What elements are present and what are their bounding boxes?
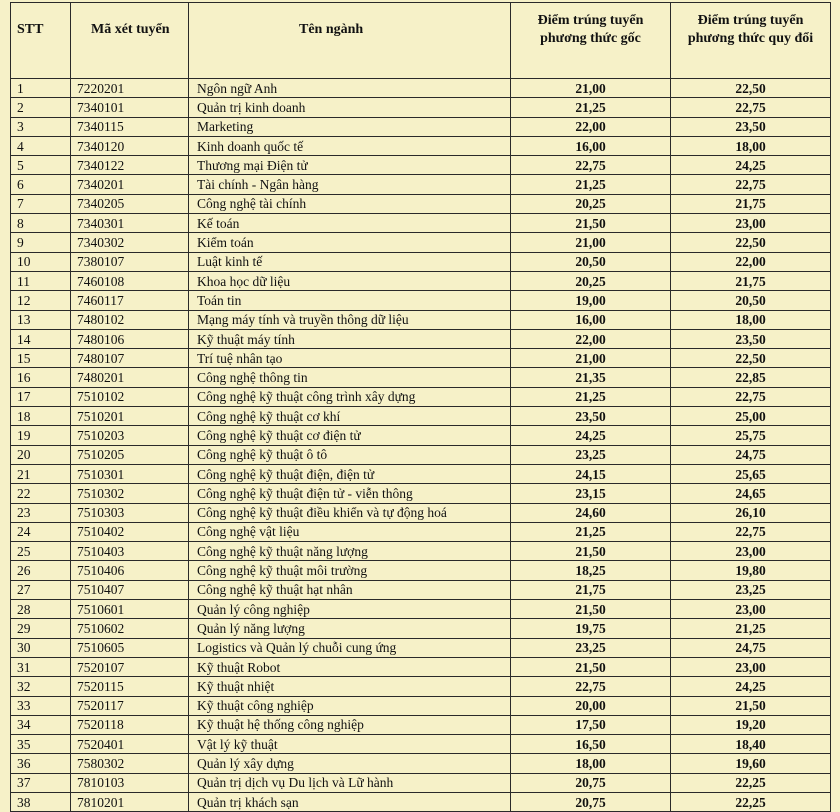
row-stt: 25 — [11, 542, 71, 561]
row-stt: 38 — [11, 792, 71, 811]
table-row — [11, 792, 831, 811]
row-stt: 10 — [11, 252, 71, 271]
row-score-converted: 23,50 — [671, 329, 831, 348]
table-row — [11, 387, 831, 406]
table-row — [11, 368, 831, 387]
row-score-converted: 22,50 — [671, 349, 831, 368]
row-major-name: Mạng máy tính và truyền thông dữ liệu — [189, 310, 511, 329]
table-row — [11, 98, 831, 117]
row-score-converted: 22,25 — [671, 773, 831, 792]
table-header — [11, 3, 831, 79]
row-score-original: 22,00 — [511, 117, 671, 136]
table-row — [11, 214, 831, 233]
row-score-original: 23,25 — [511, 638, 671, 657]
row-code: 7510407 — [71, 580, 189, 599]
row-major-name: Kỹ thuật công nghiệp — [189, 696, 511, 715]
row-major-name: Công nghệ kỹ thuật năng lượng — [189, 542, 511, 561]
row-code: 7460108 — [71, 271, 189, 290]
row-major-name: Công nghệ kỹ thuật cơ khí — [189, 407, 511, 426]
table-row — [11, 638, 831, 657]
row-score-original: 16,50 — [511, 735, 671, 754]
row-score-original: 21,50 — [511, 600, 671, 619]
row-score-converted: 23,00 — [671, 214, 831, 233]
table-row — [11, 464, 831, 483]
row-code: 7510403 — [71, 542, 189, 561]
row-stt: 21 — [11, 464, 71, 483]
row-score-converted: 26,10 — [671, 503, 831, 522]
row-score-converted: 22,00 — [671, 252, 831, 271]
table-row — [11, 349, 831, 368]
row-score-converted: 24,75 — [671, 445, 831, 464]
row-major-name: Kiểm toán — [189, 233, 511, 252]
row-score-original: 23,15 — [511, 484, 671, 503]
row-major-name: Công nghệ thông tin — [189, 368, 511, 387]
row-major-name: Kinh doanh quốc tế — [189, 136, 511, 155]
row-major-name: Kỹ thuật nhiệt — [189, 677, 511, 696]
table-row — [11, 754, 831, 773]
table-body — [11, 79, 831, 812]
row-major-name: Công nghệ kỹ thuật điện, điện tử — [189, 464, 511, 483]
row-stt: 11 — [11, 271, 71, 290]
row-code: 7510301 — [71, 464, 189, 483]
row-stt: 4 — [11, 136, 71, 155]
row-score-original: 21,25 — [511, 387, 671, 406]
row-score-converted: 23,00 — [671, 542, 831, 561]
table-row — [11, 252, 831, 271]
row-code: 7510205 — [71, 445, 189, 464]
row-stt: 18 — [11, 407, 71, 426]
table-row — [11, 194, 831, 213]
table-row — [11, 677, 831, 696]
row-major-name: Kỹ thuật máy tính — [189, 329, 511, 348]
row-score-original: 21,25 — [511, 175, 671, 194]
row-score-original: 21,50 — [511, 214, 671, 233]
row-score-converted: 21,25 — [671, 619, 831, 638]
row-major-name: Công nghệ kỹ thuật cơ điện tử — [189, 426, 511, 445]
row-score-converted: 23,00 — [671, 657, 831, 676]
row-score-original: 20,25 — [511, 271, 671, 290]
row-stt: 19 — [11, 426, 71, 445]
row-code: 7460117 — [71, 291, 189, 310]
row-score-converted: 23,00 — [671, 600, 831, 619]
table-row — [11, 233, 831, 252]
row-code: 7220201 — [71, 79, 189, 98]
row-score-original: 24,15 — [511, 464, 671, 483]
row-score-converted: 24,25 — [671, 677, 831, 696]
row-code: 7480106 — [71, 329, 189, 348]
row-stt: 16 — [11, 368, 71, 387]
row-code: 7520117 — [71, 696, 189, 715]
row-code: 7520115 — [71, 677, 189, 696]
row-major-name: Logistics và Quản lý chuỗi cung ứng — [189, 638, 511, 657]
row-code: 7510402 — [71, 522, 189, 541]
row-score-original: 23,25 — [511, 445, 671, 464]
row-score-converted: 21,75 — [671, 271, 831, 290]
row-major-name: Công nghệ kỹ thuật môi trường — [189, 561, 511, 580]
row-score-original: 21,75 — [511, 580, 671, 599]
row-stt: 13 — [11, 310, 71, 329]
header-stt: STT — [11, 3, 71, 79]
table-row — [11, 503, 831, 522]
row-score-original: 21,00 — [511, 233, 671, 252]
row-stt: 24 — [11, 522, 71, 541]
row-score-converted: 24,25 — [671, 156, 831, 175]
row-major-name: Quản trị dịch vụ Du lịch và Lữ hành — [189, 773, 511, 792]
row-stt: 1 — [11, 79, 71, 98]
row-score-original: 16,00 — [511, 136, 671, 155]
table-row — [11, 271, 831, 290]
row-code: 7520118 — [71, 715, 189, 734]
row-score-original: 22,75 — [511, 156, 671, 175]
row-score-converted: 24,65 — [671, 484, 831, 503]
row-code: 7340302 — [71, 233, 189, 252]
row-code: 7340301 — [71, 214, 189, 233]
row-code: 7340101 — [71, 98, 189, 117]
row-score-converted: 25,75 — [671, 426, 831, 445]
header-score-converted-line2: phương thức quy đổi — [687, 31, 814, 46]
table-row — [11, 773, 831, 792]
row-stt: 5 — [11, 156, 71, 175]
header-code: Mã xét tuyển — [71, 3, 189, 79]
row-code: 7340201 — [71, 175, 189, 194]
table-row — [11, 561, 831, 580]
table-row — [11, 735, 831, 754]
row-score-original: 21,25 — [511, 98, 671, 117]
row-stt: 33 — [11, 696, 71, 715]
header-score-converted-line1: Điểm trúng tuyển — [697, 13, 804, 28]
table-row — [11, 291, 831, 310]
row-major-name: Quản lý công nghiệp — [189, 600, 511, 619]
header-score-original — [511, 3, 671, 79]
table-row — [11, 696, 831, 715]
row-score-converted: 22,75 — [671, 175, 831, 194]
row-stt: 29 — [11, 619, 71, 638]
row-major-name: Tài chính - Ngân hàng — [189, 175, 511, 194]
row-score-converted: 22,50 — [671, 79, 831, 98]
row-stt: 34 — [11, 715, 71, 734]
row-stt: 3 — [11, 117, 71, 136]
admission-scores-table — [10, 2, 831, 812]
row-stt: 2 — [11, 98, 71, 117]
row-score-converted: 21,50 — [671, 696, 831, 715]
row-code: 7520107 — [71, 657, 189, 676]
row-score-original: 18,25 — [511, 561, 671, 580]
row-stt: 7 — [11, 194, 71, 213]
row-major-name: Quản trị khách sạn — [189, 792, 511, 811]
row-score-converted: 23,50 — [671, 117, 831, 136]
table-row — [11, 156, 831, 175]
table-row — [11, 310, 831, 329]
row-score-original: 21,00 — [511, 349, 671, 368]
row-stt: 28 — [11, 600, 71, 619]
row-score-converted: 22,75 — [671, 522, 831, 541]
row-score-converted: 22,25 — [671, 792, 831, 811]
row-code: 7510406 — [71, 561, 189, 580]
table-row — [11, 329, 831, 348]
row-score-converted: 21,75 — [671, 194, 831, 213]
row-score-original: 23,50 — [511, 407, 671, 426]
row-major-name: Marketing — [189, 117, 511, 136]
table-row — [11, 136, 831, 155]
row-code: 7480102 — [71, 310, 189, 329]
row-stt: 31 — [11, 657, 71, 676]
row-major-name: Trí tuệ nhân tạo — [189, 349, 511, 368]
row-stt: 26 — [11, 561, 71, 580]
header-name: Tên ngành — [189, 3, 511, 79]
row-major-name: Công nghệ kỹ thuật hạt nhân — [189, 580, 511, 599]
row-major-name: Quản lý xây dựng — [189, 754, 511, 773]
row-score-converted: 18,40 — [671, 735, 831, 754]
row-score-converted: 23,25 — [671, 580, 831, 599]
row-score-original: 20,75 — [511, 773, 671, 792]
row-score-original: 18,00 — [511, 754, 671, 773]
table-row — [11, 619, 831, 638]
row-major-name: Vật lý kỹ thuật — [189, 735, 511, 754]
row-score-converted: 19,20 — [671, 715, 831, 734]
row-score-converted: 24,75 — [671, 638, 831, 657]
row-stt: 22 — [11, 484, 71, 503]
row-code: 7520401 — [71, 735, 189, 754]
row-code: 7580302 — [71, 754, 189, 773]
row-code: 7510601 — [71, 600, 189, 619]
row-stt: 37 — [11, 773, 71, 792]
row-score-converted: 19,60 — [671, 754, 831, 773]
row-code: 7340120 — [71, 136, 189, 155]
row-major-name: Công nghệ tài chính — [189, 194, 511, 213]
row-score-converted: 22,85 — [671, 368, 831, 387]
row-score-converted: 22,50 — [671, 233, 831, 252]
row-stt: 32 — [11, 677, 71, 696]
table-row — [11, 175, 831, 194]
row-code: 7480107 — [71, 349, 189, 368]
row-stt: 36 — [11, 754, 71, 773]
row-stt: 12 — [11, 291, 71, 310]
row-code: 7340122 — [71, 156, 189, 175]
row-score-original: 19,75 — [511, 619, 671, 638]
row-code: 7380107 — [71, 252, 189, 271]
row-code: 7810103 — [71, 773, 189, 792]
table-row — [11, 580, 831, 599]
row-score-original: 21,25 — [511, 522, 671, 541]
row-score-converted: 25,00 — [671, 407, 831, 426]
row-score-original: 20,25 — [511, 194, 671, 213]
row-stt: 30 — [11, 638, 71, 657]
row-stt: 20 — [11, 445, 71, 464]
row-stt: 35 — [11, 735, 71, 754]
row-score-original: 21,50 — [511, 542, 671, 561]
row-code: 7510303 — [71, 503, 189, 522]
table-row — [11, 79, 831, 98]
row-stt: 6 — [11, 175, 71, 194]
row-code: 7510605 — [71, 638, 189, 657]
row-score-original: 21,35 — [511, 368, 671, 387]
table-row — [11, 522, 831, 541]
row-code: 7340205 — [71, 194, 189, 213]
row-major-name: Toán tin — [189, 291, 511, 310]
row-code: 7510302 — [71, 484, 189, 503]
table-row — [11, 117, 831, 136]
table-row — [11, 484, 831, 503]
table-row — [11, 715, 831, 734]
row-score-original: 22,75 — [511, 677, 671, 696]
row-major-name: Công nghệ kỹ thuật ô tô — [189, 445, 511, 464]
row-stt: 17 — [11, 387, 71, 406]
row-score-converted: 20,50 — [671, 291, 831, 310]
row-score-original: 24,25 — [511, 426, 671, 445]
row-code: 7510102 — [71, 387, 189, 406]
admission-scores-document — [10, 2, 830, 812]
row-score-converted: 22,75 — [671, 387, 831, 406]
row-major-name: Công nghệ kỹ thuật công trình xây dựng — [189, 387, 511, 406]
row-score-original: 19,00 — [511, 291, 671, 310]
table-row — [11, 600, 831, 619]
row-score-converted: 25,65 — [671, 464, 831, 483]
row-major-name: Kỹ thuật hệ thống công nghiệp — [189, 715, 511, 734]
row-stt: 8 — [11, 214, 71, 233]
row-stt: 15 — [11, 349, 71, 368]
row-major-name: Công nghệ kỹ thuật điều khiển và tự động hoá — [189, 503, 511, 522]
row-major-name: Kế toán — [189, 214, 511, 233]
row-score-original: 20,00 — [511, 696, 671, 715]
row-score-original: 22,00 — [511, 329, 671, 348]
table-row — [11, 445, 831, 464]
row-score-original: 24,60 — [511, 503, 671, 522]
row-score-original: 17,50 — [511, 715, 671, 734]
row-major-name: Quản trị kinh doanh — [189, 98, 511, 117]
row-stt: 14 — [11, 329, 71, 348]
row-score-original: 20,75 — [511, 792, 671, 811]
row-major-name: Kỹ thuật Robot — [189, 657, 511, 676]
header-score-original-line1: Điểm trúng tuyển — [537, 13, 644, 28]
row-code: 7340115 — [71, 117, 189, 136]
header-score-original-line2: phương thức gốc — [540, 31, 641, 46]
row-score-original: 20,50 — [511, 252, 671, 271]
row-code: 7480201 — [71, 368, 189, 387]
row-score-converted: 22,75 — [671, 98, 831, 117]
table-row — [11, 426, 831, 445]
row-major-name: Công nghệ kỹ thuật điện tử - viễn thông — [189, 484, 511, 503]
row-score-original: 21,50 — [511, 657, 671, 676]
row-stt: 9 — [11, 233, 71, 252]
header-score-converted — [671, 3, 831, 79]
row-code: 7510602 — [71, 619, 189, 638]
row-score-converted: 18,00 — [671, 310, 831, 329]
table-row — [11, 657, 831, 676]
row-score-original: 21,00 — [511, 79, 671, 98]
row-stt: 23 — [11, 503, 71, 522]
row-major-name: Thương mại Điện tử — [189, 156, 511, 175]
row-major-name: Ngôn ngữ Anh — [189, 79, 511, 98]
table-row — [11, 542, 831, 561]
row-code: 7810201 — [71, 792, 189, 811]
row-code: 7510201 — [71, 407, 189, 426]
row-major-name: Luật kinh tế — [189, 252, 511, 271]
table-row — [11, 407, 831, 426]
row-major-name: Quản lý năng lượng — [189, 619, 511, 638]
row-stt: 27 — [11, 580, 71, 599]
row-score-original: 16,00 — [511, 310, 671, 329]
row-major-name: Khoa học dữ liệu — [189, 271, 511, 290]
row-major-name: Công nghệ vật liệu — [189, 522, 511, 541]
row-score-converted: 18,00 — [671, 136, 831, 155]
row-score-converted: 19,80 — [671, 561, 831, 580]
row-code: 7510203 — [71, 426, 189, 445]
